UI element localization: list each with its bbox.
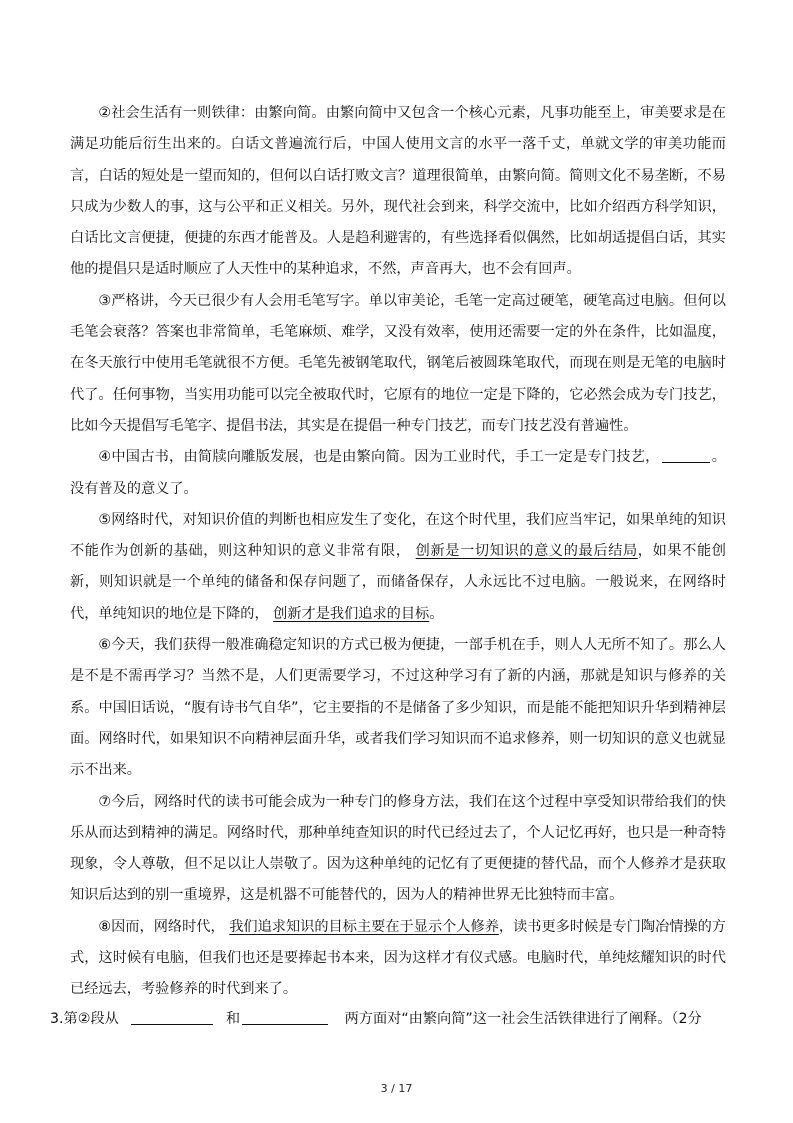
- underlined-sentence-2: 创新才是我们追求的目标: [273, 605, 430, 622]
- article-body: [70, 98, 726, 1006]
- paragraph-3: ③严格讲，今天已很少有人会用毛笔写字。单以审美论，毛笔一定高过硬笔，硬笔高过电脑。但何以毛笔会衰落？答案也非常简单，毛笔麻烦、难学，又没有效率，使用还需要一定的外在条件，比如温度，在冬天旅行中使用毛笔就很不方便。毛笔先被钢笔取代，钢笔后被圆珠笔取代，而现在则是无笔的电脑时代了。任何事物，当实用功能可以完全被取代时，它原有的地位一定是下降的，它必然会成为专门技艺，比如今天提倡写毛笔字、提倡书法，其实是在提倡一种专门技艺，而专门技艺没有普遍性。: [70, 292, 726, 434]
- question-suffix: 两方面对“由繁向简”这一社会生活铁律进行了阐释。（2分: [344, 1011, 702, 1027]
- paragraph-5-text-a: ⑤网络时代，对知识价值的判断也相应发生了变化，在这个时代里，我们应当牢记，如果单纯的知识不能作为创新的基础，则这种知识的意义非常有限，: [70, 511, 726, 560]
- page-number: 3 / 17: [380, 1082, 413, 1095]
- underlined-sentence-1: 创新是一切知识的意义的最后结局: [415, 543, 638, 560]
- paragraph-5-text-b: ，如果不能创新，则知识就是一个单纯的储备和保存问题了，而储备保存，人永远比不过电脑。一般说来，在网络时代，单纯知识的地位是下降的，: [70, 543, 726, 622]
- question-3: [50, 1004, 750, 1035]
- question-middle: 和: [225, 1011, 241, 1027]
- paragraph-7: ⑦今后，网络时代的读书可能会成为一种专门的修身方法，我们在这个过程中享受知识带给我们的快乐从而达到精神的满足。网络时代，那种单纯查知识的时代已经过去了，个人记忆再好，也只是一种奇特现象，令人尊敬，但不足以让人崇敬了。因为这种单纯的记忆有了更便捷的替代品，而个人修养才是获取知识后达到的别一重境界，这是机器不可能替代的，因为人的精神世界无比独特而丰富。: [70, 793, 726, 904]
- question-prefix: 3.第②段从: [50, 1011, 119, 1027]
- paragraph-4-text-after: 。没有普及的意义了。: [70, 449, 726, 497]
- paragraph-8-text-a: ⑧因而，网络时代，: [98, 918, 225, 935]
- answer-blank-2[interactable]: [242, 1010, 328, 1025]
- underlined-sentence-3: 我们追求知识的目标主要在于显示个人修养: [229, 918, 499, 935]
- paragraph-2: ②社会生活有一则铁律：由繁向简。由繁向简中又包含一个核心元素，凡事功能至上，审美要求是在满足功能后衍生出来的。白话文普遍流行后，中国人使用文言的水平一落千丈，单就文学的审美功能而言，白话的短处是一望而知的，但何以白话打败文言？道理很简单，由繁向简。简则文化不易垄断，不易只成为少数人的事，这与公平和正义相关。另外，现代社会到来，科学交流中，比如介绍西方科学知识，白话比文言便捷，便捷的东西才能普及。人是趋利避害的，有些选择看似偶然，比如胡适提倡白话，其实他的提倡只是适时顺应了人天性中的某种追求，不然，声音再大，也不会有回声。: [70, 105, 726, 278]
- paragraph-6: ⑥今天，我们获得一般准确稳定知识的方式已极为便捷，一部手机在手，则人人无所不知了。那么人是不是不需再学习？当然不是，人们更需要学习，不过这种学习有了新的内涵，那就是知识与修养的关系。中国旧话说，“腹有诗书气自华”，它主要指的不是储备了多少知识，而是能不能把知识升华到精神层面。网络时代，如果知识不向精神层面升华，或者我们学习知识而不追求修养，则一切知识的意义也就显示不出来。: [70, 637, 726, 779]
- paragraph-8-text-b: ，读书更多时候是专门陶冶情操的方式，这时候有电脑，但我们也还是要捧起书本来，因为这样才有仪式感。电脑时代，单纯炫耀知识的时代已经远去，考验修养的时代到来了。: [70, 918, 726, 998]
- paragraph-8: [70, 912, 726, 1006]
- paragraph-4: [70, 442, 726, 505]
- paragraph-5: [70, 505, 726, 630]
- fill-in-blank[interactable]: [662, 448, 710, 463]
- answer-blank-1[interactable]: [131, 1010, 213, 1025]
- paragraph-4-text-before: ④中国古书，由简牍向雕版发展，也是由繁向简。因为工业时代，手工一定是专门技艺，: [98, 449, 660, 466]
- paragraph-5-text-c: 。: [429, 605, 444, 622]
